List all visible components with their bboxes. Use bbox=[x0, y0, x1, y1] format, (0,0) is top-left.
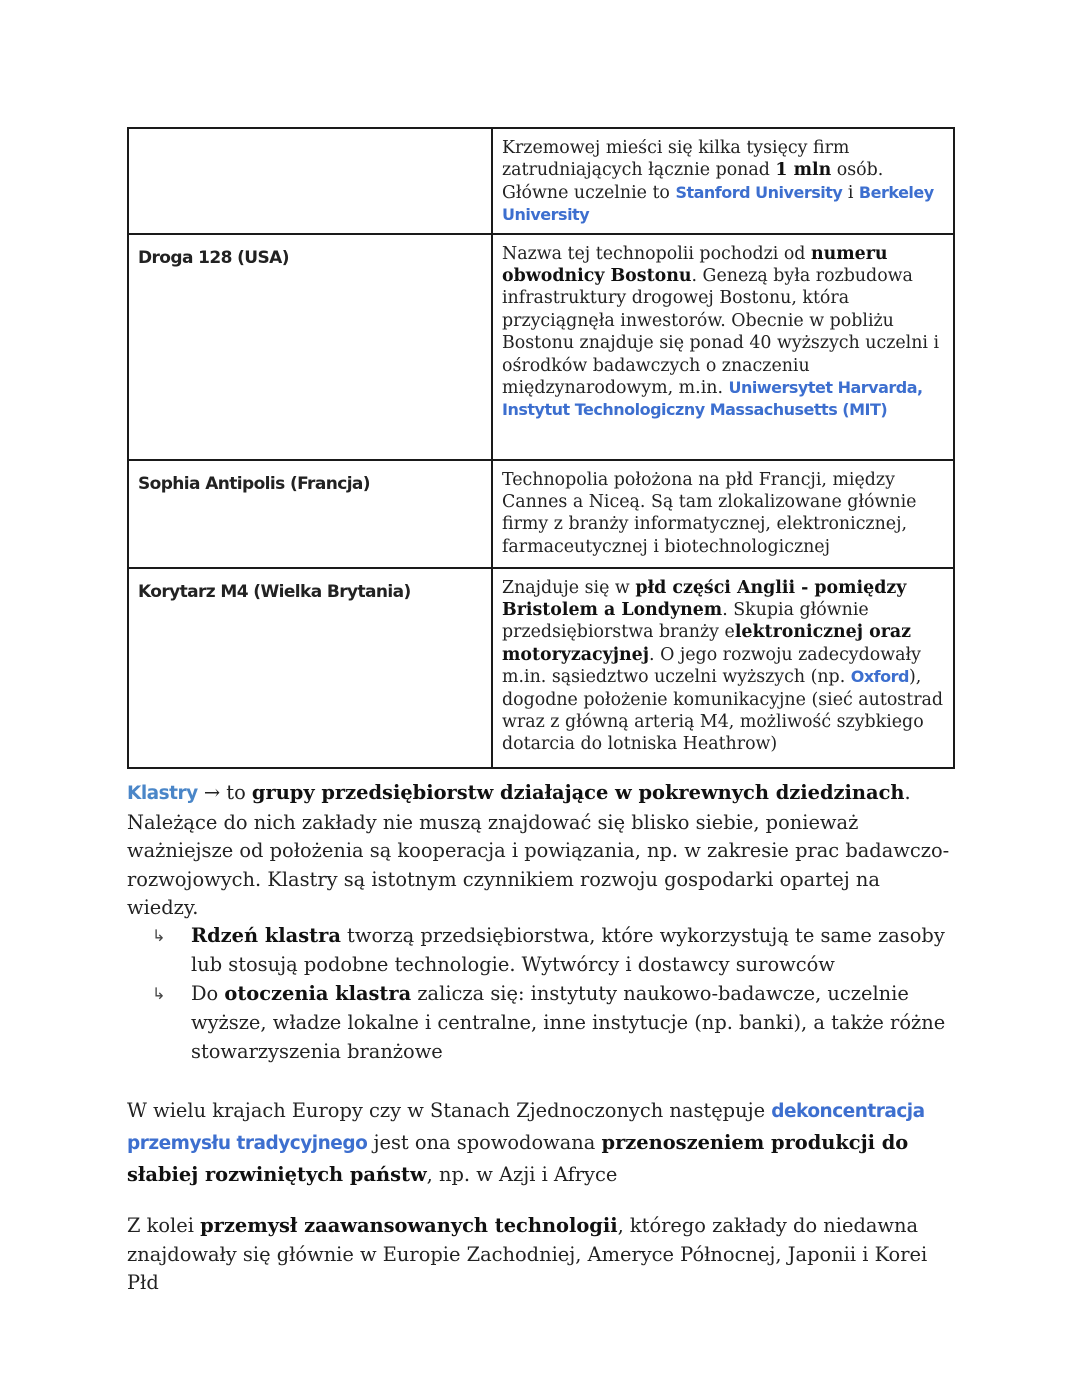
text-run: zalicza się: instytuty naukowo-badawcze, uczelnie wyższe, władze lokalne i centralne, inne instytucje (np. banki), a także różne stowarzyszenia branżowe bbox=[191, 982, 946, 1063]
technopolia-description bbox=[492, 234, 954, 460]
list-item bbox=[150, 979, 960, 1066]
text-run: Znajduje się w bbox=[502, 577, 636, 598]
text-run: → to bbox=[197, 781, 252, 804]
text-run: jest ona spowodowana bbox=[367, 1131, 602, 1154]
klastry-points-list bbox=[150, 921, 960, 1066]
text-run: , np. w Azji i Afryce bbox=[426, 1163, 618, 1186]
highlighted-term: Uniwersytet Harvarda, Instytut Technologiczny Massachusetts (MIT) bbox=[502, 378, 923, 420]
list-item bbox=[150, 921, 960, 979]
text-run: W wielu krajach Europy czy w Stanach Zjednoczonych następuje bbox=[127, 1099, 772, 1122]
list-item-text bbox=[191, 924, 945, 976]
text-run: . Skupia głównie przedsiębiorstwa branży e bbox=[502, 600, 869, 643]
arrow-bullet-icon: ↳ bbox=[152, 926, 166, 945]
list-item-text bbox=[191, 982, 945, 1063]
technopolia-description bbox=[492, 460, 954, 568]
text-run: osób. Główne uczelnie to bbox=[502, 160, 884, 203]
highlighted-term: dekoncentracja przemysłu tradycyjnego bbox=[127, 1101, 925, 1154]
text-run: . Genezą była rozbudowa infrastruktury drogowej Bostonu, która przyciągnęła inwestorów. Obecnie w pobliżu Bostonu znajduje się ponad 40 wyższych uczelni i ośrodków badawczych o znaczeniu międzynarodowym, m.in. bbox=[502, 266, 940, 399]
highlighted-term: Klastry bbox=[127, 783, 198, 804]
text-run: tworzą przedsiębiorstwa, które wykorzystują te same zasoby lub stosują podobne technologie. Wytwórcy i dostawcy surowców bbox=[191, 924, 945, 976]
technopolia-description bbox=[492, 128, 954, 234]
text-run: Nazwa tej technopolii pochodzi od bbox=[502, 243, 811, 264]
bold-text: grupy przedsiębiorstw działające w pokrewnych dziedzinach bbox=[251, 781, 905, 804]
table-row bbox=[128, 568, 954, 768]
table-row bbox=[128, 234, 954, 460]
technopolie-table bbox=[127, 127, 955, 769]
klastry-paragraph bbox=[127, 779, 957, 923]
bold-text: płd części Anglii - pomiędzy Bristolem a Londynem bbox=[502, 577, 907, 621]
zaawansowane-technologie-paragraph bbox=[127, 1212, 957, 1298]
arrow-bullet-icon: ↳ bbox=[152, 984, 166, 1003]
text-run: . Należące do nich zakłady nie muszą znajdować się blisko siebie, ponieważ ważniejsze od położenia są kooperacja i powiązania, np. w zakresie prac badawczo-rozwojowych. Klastry są istotnym czynnikiem rozwoju gospodarki opartej na wiedzy. bbox=[127, 781, 950, 919]
highlighted-term: Oxford bbox=[850, 667, 909, 687]
highlighted-term: Berkeley University bbox=[502, 182, 934, 225]
text-run: ), dogodne położenie komunikacyjne (sieć autostrad wraz z główną arterią M4, możliwość szybkiego dotarcia do lotniska Heathrow) bbox=[502, 667, 944, 755]
technopolia-name: Droga 128 (USA) bbox=[128, 234, 492, 460]
technopolia-description bbox=[492, 568, 954, 768]
dekoncentracja-paragraph bbox=[127, 1095, 957, 1190]
text-run: i bbox=[842, 182, 859, 203]
technopolia-name bbox=[128, 128, 492, 234]
bold-text: przenoszeniem produkcji do słabiej rozwiniętych państw bbox=[127, 1131, 909, 1186]
text-run: . O jego rozwoju zadecydowały m.in. sąsiedztwo uczelni wyższych (np. bbox=[502, 644, 921, 688]
bold-text: numeru obwodnicy Bostonu bbox=[502, 243, 888, 287]
text-run: Krzemowej mieści się kilka tysięcy firm zatrudniających łącznie ponad bbox=[502, 138, 850, 181]
text-run: Z kolei bbox=[127, 1214, 201, 1237]
technopolia-name: Sophia Antipolis (Francja) bbox=[128, 460, 492, 568]
table-row bbox=[128, 128, 954, 234]
bold-text: 1 mln bbox=[775, 160, 832, 181]
text-run: Do bbox=[191, 982, 225, 1005]
text-run: , którego zakłady do niedawna znajdowały się głównie w Europie Zachodniej, Ameryce Północnej, Japonii i Korei Płd bbox=[127, 1214, 928, 1294]
highlighted-term: Stanford University bbox=[675, 182, 843, 202]
text-run: Technopolia położona na płd Francji, między Cannes a Niceą. Są tam zlokalizowane głównie firmy z branży informatycznej, elektronicznej, farmaceutycznej i biotechnologicznej bbox=[502, 469, 917, 557]
bold-text: przemysł zaawansowanych technologii bbox=[200, 1214, 618, 1237]
bold-text: otoczenia klastra bbox=[224, 982, 412, 1005]
bold-text: lektronicznej oraz motoryzacyjnej bbox=[502, 622, 912, 665]
bold-text: Rdzeń klastra bbox=[191, 924, 341, 947]
technopolia-name: Korytarz M4 (Wielka Brytania) bbox=[128, 568, 492, 768]
table-row bbox=[128, 460, 954, 568]
